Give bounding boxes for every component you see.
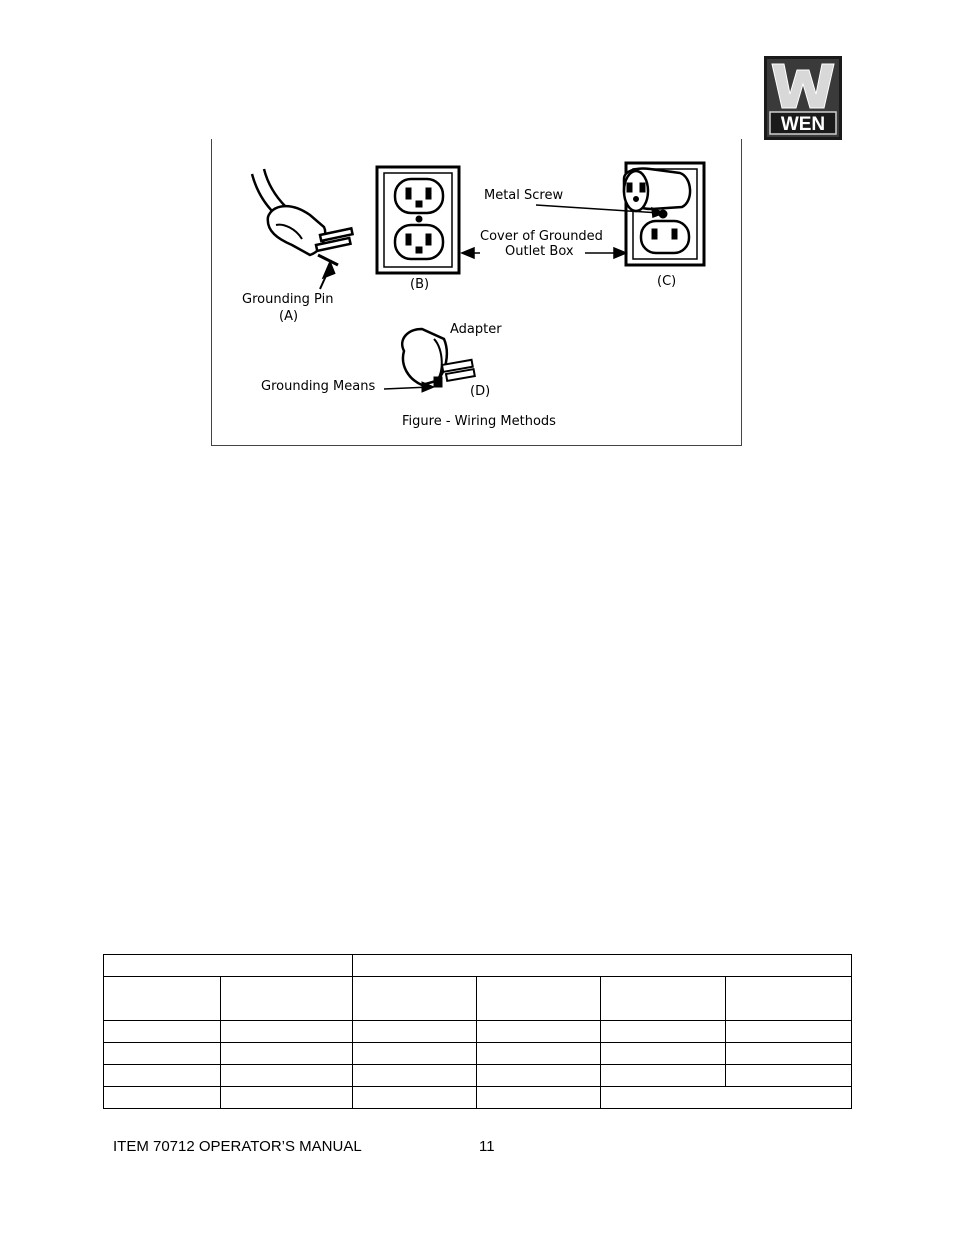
- cover-label-line2: Outlet Box: [505, 244, 574, 259]
- table-cell: [104, 1021, 221, 1043]
- label-a: (A): [279, 309, 299, 324]
- table-cell: [104, 977, 221, 1021]
- table-cell: [104, 1087, 221, 1109]
- table-cell: [726, 1021, 852, 1043]
- table-cell: [601, 1021, 726, 1043]
- table-cell: [726, 977, 852, 1021]
- table-row: [104, 1087, 852, 1109]
- label-c: (C): [657, 274, 677, 289]
- table-cell: [221, 977, 353, 1021]
- figure-caption: Figure - Wiring Methods: [402, 414, 556, 429]
- table-cell: [353, 1087, 477, 1109]
- table-row: [104, 955, 852, 977]
- adapter-outlet-illustration: [624, 163, 704, 265]
- table-cell: [601, 977, 726, 1021]
- table-row: [104, 1065, 852, 1087]
- table-cell: [104, 1065, 221, 1087]
- table-row: [104, 977, 852, 1021]
- table-cell: [353, 977, 477, 1021]
- grounding-pin-label: Grounding Pin: [242, 292, 334, 307]
- adapter-illustration: [384, 329, 475, 392]
- table-cell: [353, 1043, 477, 1065]
- table-row: [104, 1043, 852, 1065]
- table-cell: [477, 1043, 601, 1065]
- table-cell: [221, 1065, 353, 1087]
- table-cell: [104, 1043, 221, 1065]
- page-number: 11: [479, 1138, 495, 1155]
- grounding-means-label: Grounding Means: [261, 379, 376, 394]
- table-cell: [353, 1065, 477, 1087]
- table-cell: [221, 1087, 353, 1109]
- adapter-label: Adapter: [450, 322, 502, 337]
- manual-footer: ITEM 70712 OPERATOR’S MANUAL: [113, 1138, 362, 1155]
- table-cell: [477, 1021, 601, 1043]
- wiring-methods-figure: [211, 139, 742, 446]
- metal-screw-label: Metal Screw: [484, 188, 564, 203]
- table-cell: [221, 1021, 353, 1043]
- grounded-plug-illustration: [252, 169, 353, 289]
- table-cell: [477, 977, 601, 1021]
- label-b: (B): [410, 277, 430, 292]
- table-cell: [477, 1065, 601, 1087]
- table-cell: [726, 1043, 852, 1065]
- cover-label-line1: Cover of Grounded: [480, 229, 603, 244]
- table-cell: [601, 1043, 726, 1065]
- grounded-outlet-illustration: [377, 167, 459, 273]
- table-cell: [726, 1065, 852, 1087]
- extension-cord-table: [103, 954, 851, 1109]
- table-cell: [353, 1021, 477, 1043]
- table-cell: [601, 1087, 852, 1109]
- table-cell: [353, 955, 852, 977]
- table-row: [104, 1021, 852, 1043]
- table-cell: [601, 1065, 726, 1087]
- logo-text: WEN: [780, 114, 826, 135]
- table-cell: [477, 1087, 601, 1109]
- table-cell: [104, 955, 353, 977]
- table-cell: [221, 1043, 353, 1065]
- wen-logo: [764, 56, 842, 140]
- label-d: (D): [470, 384, 491, 399]
